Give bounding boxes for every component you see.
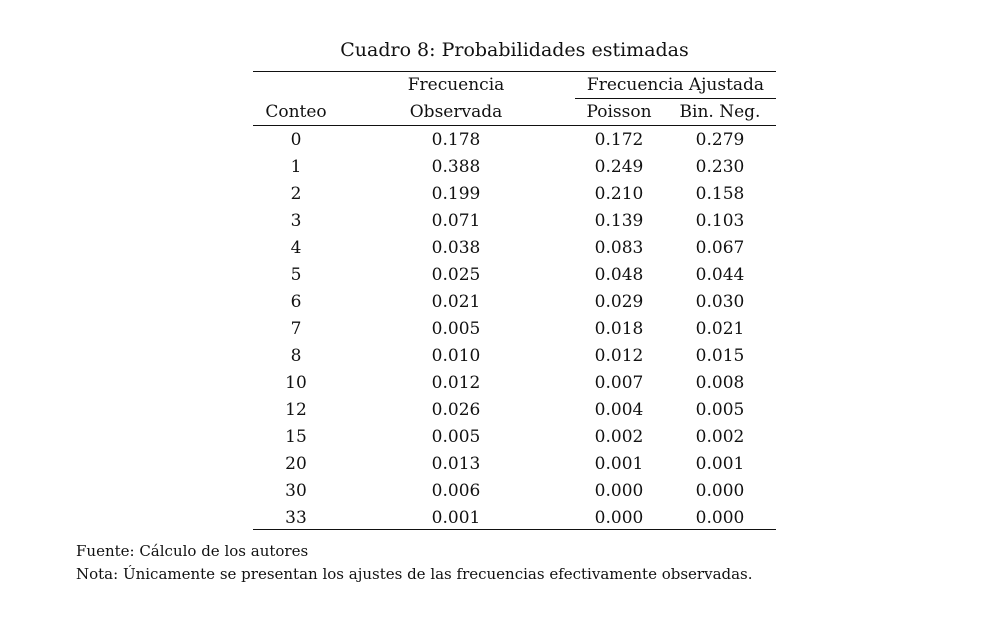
cell-observada: 0.071 [431, 211, 481, 231]
cell-binneg: 0.005 [695, 400, 745, 420]
cell-observada: 0.001 [431, 508, 481, 528]
header-poisson: Poisson [586, 102, 652, 122]
cell-poisson: 0.029 [594, 292, 644, 312]
header-conteo: Conteo [265, 102, 327, 122]
cell-poisson: 0.210 [594, 184, 644, 204]
cell-poisson: 0.000 [594, 481, 644, 501]
table-note: Nota: Únicamente se presentan los ajustes de las frecuencias efectivamente observadas. [76, 565, 753, 583]
cell-conteo: 3 [290, 211, 302, 231]
cell-conteo: 1 [290, 157, 302, 177]
cell-observada: 0.026 [431, 400, 481, 420]
cell-conteo: 20 [285, 454, 307, 474]
cell-observada: 0.178 [431, 130, 481, 150]
cell-binneg: 0.015 [695, 346, 745, 366]
table-bottom-rule [253, 529, 776, 530]
source-note: Fuente: Cálculo de los autores [76, 542, 309, 560]
header-ajustada: Frecuencia Ajustada [586, 75, 765, 95]
cell-binneg: 0.067 [695, 238, 745, 258]
cell-conteo: 4 [290, 238, 302, 258]
cell-observada: 0.005 [431, 319, 481, 339]
cell-poisson: 0.139 [594, 211, 644, 231]
cell-poisson: 0.249 [594, 157, 644, 177]
cell-poisson: 0.083 [594, 238, 644, 258]
cell-poisson: 0.002 [594, 427, 644, 447]
cell-conteo: 5 [290, 265, 302, 285]
cell-binneg: 0.044 [695, 265, 745, 285]
cell-poisson: 0.048 [594, 265, 644, 285]
cell-observada: 0.013 [431, 454, 481, 474]
cell-poisson: 0.001 [594, 454, 644, 474]
cell-observada: 0.025 [431, 265, 481, 285]
cell-conteo: 15 [285, 427, 307, 447]
cell-observada: 0.199 [431, 184, 481, 204]
cell-conteo: 33 [285, 508, 307, 528]
cell-observada: 0.005 [431, 427, 481, 447]
header-observada-line2: Observada [409, 102, 503, 122]
header-observada-line1: Frecuencia [407, 75, 505, 95]
cell-observada: 0.012 [431, 373, 481, 393]
cell-observada: 0.021 [431, 292, 481, 312]
cell-poisson: 0.018 [594, 319, 644, 339]
cell-poisson: 0.012 [594, 346, 644, 366]
cell-binneg: 0.103 [695, 211, 745, 231]
cell-binneg: 0.021 [695, 319, 745, 339]
cell-binneg: 0.030 [695, 292, 745, 312]
cell-poisson: 0.000 [594, 508, 644, 528]
cell-observada: 0.006 [431, 481, 481, 501]
cell-binneg: 0.230 [695, 157, 745, 177]
cell-conteo: 6 [290, 292, 302, 312]
cell-conteo: 8 [290, 346, 302, 366]
header-binneg: Bin. Neg. [679, 102, 761, 122]
cell-binneg: 0.158 [695, 184, 745, 204]
cell-poisson: 0.172 [594, 130, 644, 150]
cell-binneg: 0.008 [695, 373, 745, 393]
cell-conteo: 10 [285, 373, 307, 393]
cell-conteo: 30 [285, 481, 307, 501]
cell-poisson: 0.004 [594, 400, 644, 420]
cell-binneg: 0.279 [695, 130, 745, 150]
cell-binneg: 0.002 [695, 427, 745, 447]
table-caption: Cuadro 8: Probabilidades estimadas [340, 39, 689, 61]
cell-binneg: 0.000 [695, 481, 745, 501]
cell-conteo: 7 [290, 319, 302, 339]
cell-observada: 0.388 [431, 157, 481, 177]
cell-binneg: 0.001 [695, 454, 745, 474]
cell-conteo: 2 [290, 184, 302, 204]
cell-conteo: 0 [290, 130, 302, 150]
cell-binneg: 0.000 [695, 508, 745, 528]
cell-observada: 0.038 [431, 238, 481, 258]
cell-poisson: 0.007 [594, 373, 644, 393]
cell-observada: 0.010 [431, 346, 481, 366]
cell-conteo: 12 [285, 400, 307, 420]
